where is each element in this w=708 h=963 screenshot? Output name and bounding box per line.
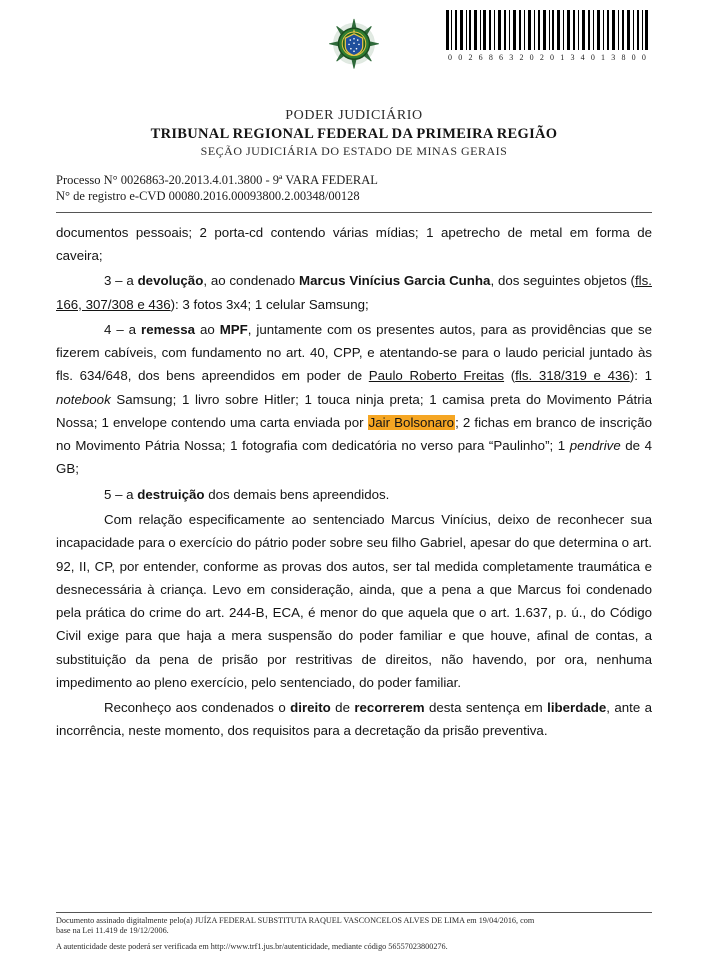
paragraph-recurso-liberdade xyxy=(56,696,652,743)
recurso-prefix: Reconheço aos condenados o xyxy=(104,700,291,716)
paragraph-item-5 xyxy=(56,483,652,506)
footer-authenticity-line: A autenticidade deste poderá ser verificada em http://www.trf1.jus.br/autenticidade, mediante código 56557023800276. xyxy=(56,942,448,952)
coat-of-arms-icon xyxy=(323,14,385,76)
item3-mid2: , dos seguintes objetos ( xyxy=(490,273,635,289)
document-body xyxy=(56,221,652,743)
paragraph-continuation: documentos pessoais; 2 porta-cd contendo várias mídias; 1 apetrecho de metal em forma de caveira; xyxy=(56,224,652,264)
item3-prefix: 3 – a xyxy=(104,273,138,289)
item3-end: ): 3 fotos 3x4; 1 celular Samsung; xyxy=(170,296,369,312)
item4-fls-reference: fls. 318/319 e 436 xyxy=(515,368,630,384)
title-tribunal: TRIBUNAL REGIONAL FEDERAL DA PRIMEIRA REGIÃO xyxy=(150,125,558,142)
item4-mpf: MPF xyxy=(219,321,248,337)
item3-devolucao: devolução xyxy=(137,273,204,289)
recurso-direito: direito xyxy=(290,700,331,716)
header-divider xyxy=(56,212,652,213)
recurso-recorrerem: recorrerem xyxy=(354,700,425,716)
paragraph-item-4 xyxy=(56,318,652,481)
footer-signature-line-1: Documento assinado digitalmente pelo(a) JUÍZA FEDERAL SUBSTITUTA RAQUEL VASCONCELOS ALVES DE LIMA em 19/04/2016, com xyxy=(56,915,535,925)
footer-signature-line-2: base na Lei 11.419 de 19/12/2006. xyxy=(56,926,169,936)
footer-divider xyxy=(56,912,652,913)
title-secao-judiciaria: SEÇÃO JUDICIÁRIA DO ESTADO DE MINAS GERAIS xyxy=(200,143,508,158)
item3-condenado-name: Marcus Vinícius Garcia Cunha xyxy=(299,273,491,289)
item4-person-name: Paulo Roberto Freitas xyxy=(368,368,505,384)
item3-mid1: , ao condenado xyxy=(203,273,299,289)
process-metadata xyxy=(56,172,652,205)
document-title-block xyxy=(56,108,652,158)
paragraph-patrio-poder: Com relação especificamente ao sentenciado Marcus Vinícius, deixo de reconhecer sua incapacidade para o exercício do pátrio poder sobre seu filho Gabriel, apesar do que determina o art. 92, II, CP, por entender, conforme as provas dos autos, ser tal medida completamente traumática e desnecessária à criança. Levo em consideração, ainda, que a pena a que Marcus foi condenado pela prática do crime do art. 244-B, ECA, é menor do que aquela que o art. 1.637, p. ú., do Código Civil exige para que haja a mera suspensão do poder familiar e que houve, afinal de contas, a substituição da pena de prisão por restritivas de direitos, não havendo, por ora, nenhuma impedimento ao pleno exercício, pelo sentenciado, do poder familiar. xyxy=(56,511,652,690)
barcode-icon xyxy=(444,10,652,50)
item4-prefix: 4 – a xyxy=(104,321,142,337)
item4-mid6: ; 2 fichas em branco de inscrição no Movimento Pátria Nossa; 1 fotografia com dedicatória no verso para “Paulinho”; 1 xyxy=(56,414,652,454)
item4-end: de 4 GB; xyxy=(56,438,653,477)
recurso-liberdade: liberdade xyxy=(547,700,607,716)
item4-pendrive-italic: pendrive xyxy=(569,438,621,454)
processo-number: Processo N° 0026863-20.2013.4.01.3800 - 9ª VARA FEDERAL xyxy=(56,172,378,187)
recurso-mid1: de xyxy=(330,700,355,716)
item4-mid4: ): 1 xyxy=(629,368,652,384)
item5-end: dos demais bens apreendidos. xyxy=(204,486,390,502)
item4-mid1: ao xyxy=(195,321,220,337)
item5-prefix: 5 – a xyxy=(104,486,138,502)
item4-mid5: Samsung; 1 livro sobre Hitler; 1 touca ninja preta; 1 camisa preta do Movimento Pátria Nossa; 1 envelope contendo uma carta enviada por xyxy=(56,391,652,430)
item4-mid2: , juntamente com os presentes autos, para as providências que se fizerem cabíveis, com fundamento no art. 40, CPP, e atentando-se para o laudo pericial juntado às fls. 634/648, dos bens apreendidos em poder de xyxy=(56,321,652,384)
document-footer xyxy=(56,912,652,953)
document-header xyxy=(56,0,652,104)
highlighted-name: Jair Bolsonaro xyxy=(368,414,455,430)
item4-notebook-italic: notebook xyxy=(56,391,111,407)
title-poder-judiciario: PODER JUDICIÁRIO xyxy=(285,108,423,123)
registro-number: N° de registro e-CVD 00080.2016.00093800.2.00348/00128 xyxy=(56,189,360,204)
barcode-number: 0 0 2 6 8 6 3 2 0 2 0 1 3 4 0 1 3 8 0 0 xyxy=(448,53,648,62)
item4-mid3: ( xyxy=(504,368,516,384)
recurso-end: , ante a incorrência, neste momento, dos requisitos para a decretação da prisão preventiva. xyxy=(56,700,653,739)
item3-fls-reference: fls. 166, 307/308 e 436 xyxy=(56,273,652,312)
item4-remessa: remessa xyxy=(141,321,195,337)
barcode-block xyxy=(444,10,652,62)
paragraph-item-3 xyxy=(56,269,652,316)
recurso-mid2: desta sentença em xyxy=(424,700,548,716)
item5-destruicao: destruição xyxy=(137,486,205,502)
